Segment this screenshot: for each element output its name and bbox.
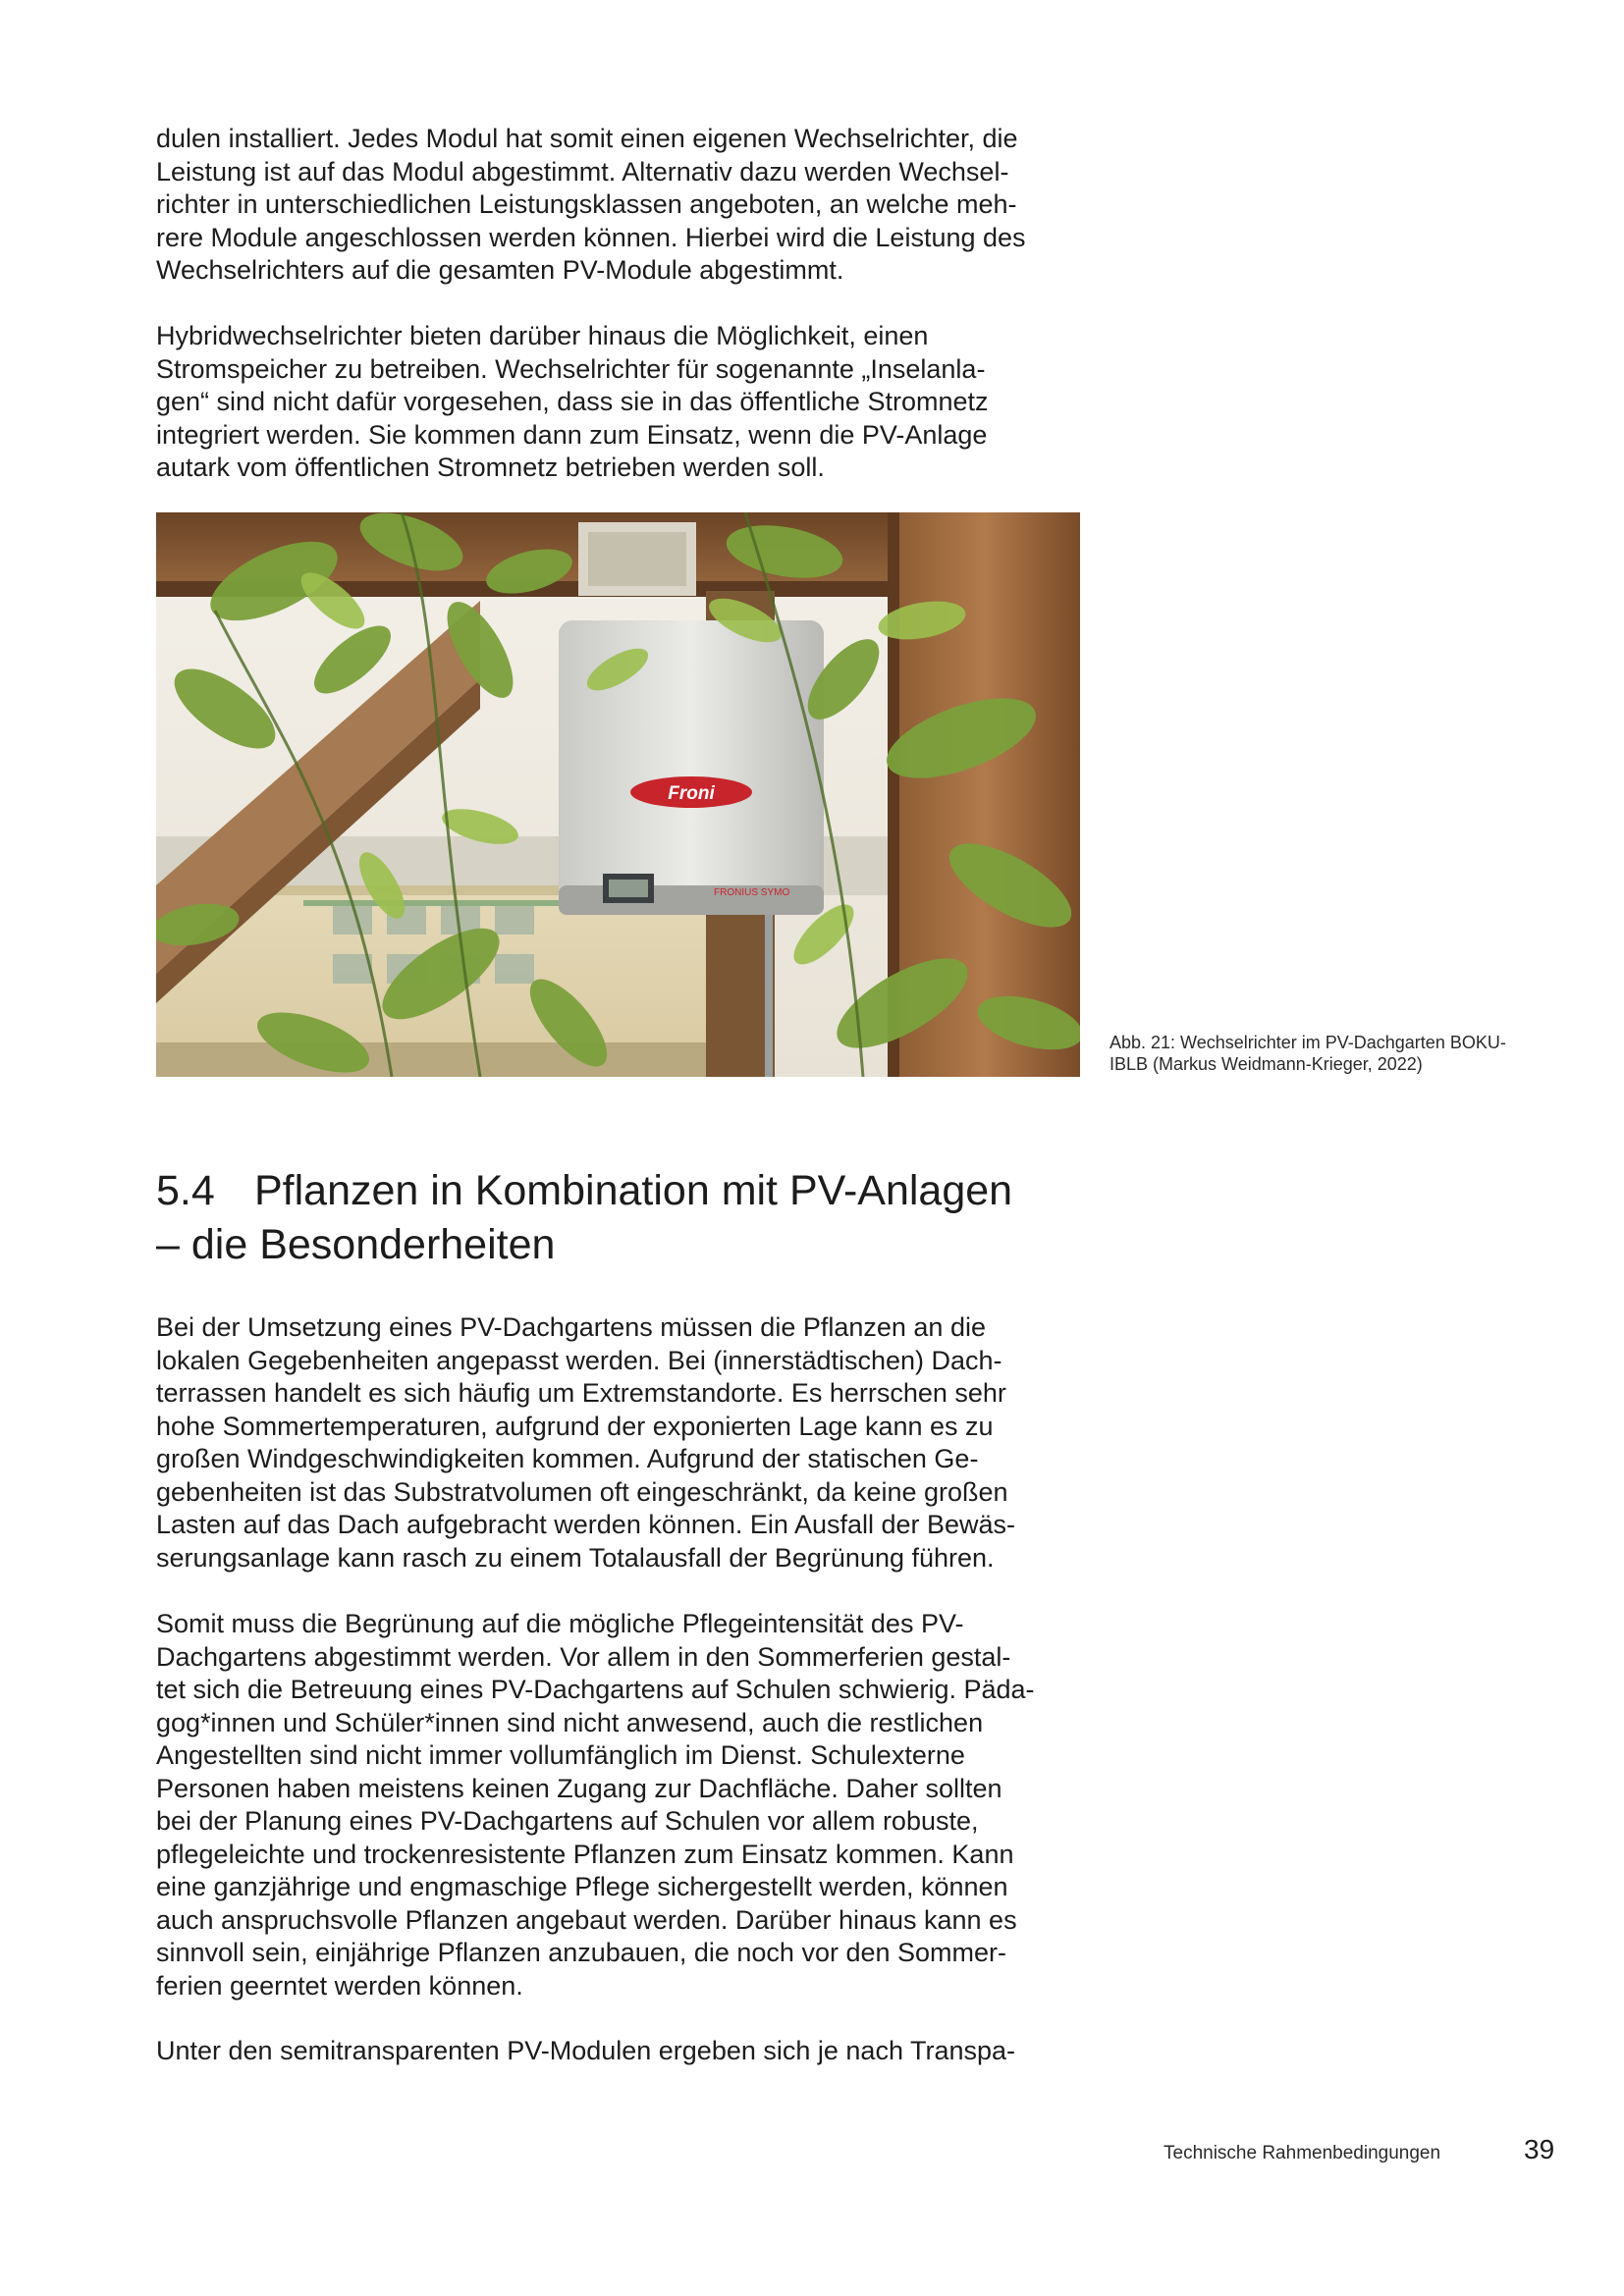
section-heading xyxy=(156,1164,1099,1272)
section-number: 5.4 xyxy=(156,1167,215,1214)
section-paragraph-2: Somit muss die Begrünung auf die mögliche Pflegeintensität des PV- Dachgartens abgestimmt werden. Vor allem in den Sommerferien gestal- tet sich die Betreuung eines PV-Dachgartens auf Schulen schwierig. Päda- gog*innen und Schüler*innen sind nicht anwesend, auch die restlichen Angestellten sind nicht immer vollumfänglich im Dienst. Schulexterne Personen haben meistens keinen Zugang zur Dachfläche. Daher sollten bei der Planung eines PV-Dachgartens auf Schulen vor allem robuste, pflegeleichte und trockenresistente Pflanzen zum Einsatz kommen. Kann eine ganzjährige und engmaschige Pflege sichergestellt werden, können auch anspruchsvolle Pflanzen angebaut werden. Darüber hinaus kann es sinnvoll sein, einjährige Pflanzen anzubauen, die noch vor den Sommer- ferien geerntet werden können. xyxy=(156,1609,1035,2001)
section-title-line-2: – die Besonderheiten xyxy=(156,1221,556,1268)
device-label: FRONIUS SYMO xyxy=(714,887,790,898)
section-paragraph-1: Bei der Umsetzung eines PV-Dachgartens müssen die Pflanzen an die lokalen Gegebenheiten angepasst werden. Bei (innerstädtischen) Dach- terrassen handelt es sich häufig um Extremstandorte. Es herrschen sehr hohe Sommertemperaturen, aufgrund der exponierten Lage kann es zu großen Windgeschwindigkeiten kommen. Aufgrund der statischen Ge- gebenheiten ist das Substratvolumen oft eingeschränkt, da keine großen Lasten auf das Dach aufgebracht werden können. Ein Ausfall der Bewäs- serungsanlage kann rasch zu einem Totalausfall der Begrünung führen. xyxy=(156,1312,1016,1573)
section-paragraph-3: Unter den semitransparenten PV-Modulen ergeben sich je nach Transpa- xyxy=(156,2036,1016,2065)
page-number: 39 xyxy=(1524,2134,1555,2164)
section-title-line-1: Pflanzen in Kombination mit PV-Anlagen xyxy=(254,1167,1013,1214)
brand-label: Froni xyxy=(668,783,715,804)
inverter-photo xyxy=(156,512,1080,1077)
figure-caption: Abb. 21: Wechselrichter im PV-Dachgarten BOKU- IBLB (Markus Weidmann-Krieger, 2022) xyxy=(1110,1033,1506,1074)
intro-paragraph-1: dulen installiert. Jedes Modul hat somit einen eigenen Wechselrichter, die Leistung ist auf das Modul abgestimmt. Alternativ dazu werden Wechsel- richter in unterschiedlichen Leistungsklassen angeboten, an welche meh- rere Module angeschlossen werden können. Hierbei wird die Leistung des Wechselrichters auf die gesamten PV-Module abgestimmt. xyxy=(156,124,1026,285)
intro-paragraph-2: Hybridwechselrichter bieten darüber hinaus die Möglichkeit, einen Stromspeicher zu betreiben. Wechselrichter für sogenannte „Inselanla- gen“ sind nicht dafür vorgesehen, dass sie in das öffentliche Stromnetz integriert werden. Sie kommen dann zum Einsatz, wenn die PV-Anlage autark vom öffentlichen Stromnetz betrieben werden soll. xyxy=(156,321,989,482)
running-footer-title: Technische Rahmenbedingungen xyxy=(1164,2143,1441,2163)
